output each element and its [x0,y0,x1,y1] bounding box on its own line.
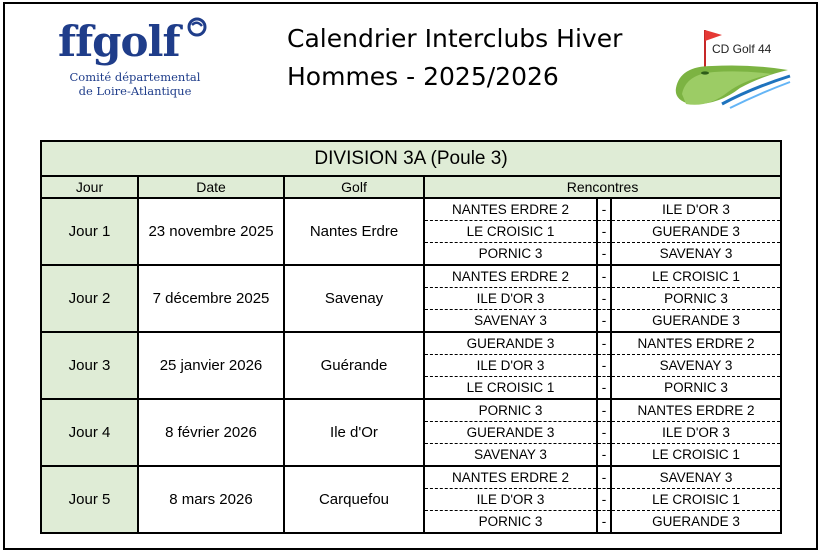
home-team: LE CROISIC 1 [424,221,597,243]
match-row [41,265,781,288]
match-separator: - [597,221,611,243]
home-team: PORNIC 3 [424,399,597,422]
match-separator: - [597,243,611,266]
away-team: LE CROISIC 1 [611,489,781,511]
match-separator: - [597,444,611,467]
away-team: SAVENAY 3 [611,466,781,489]
home-team: ILE D'OR 3 [424,355,597,377]
home-team: NANTES ERDRE 2 [424,265,597,288]
match-row [41,399,781,422]
away-team: ILE D'OR 3 [611,198,781,221]
away-team: ILE D'OR 3 [611,422,781,444]
golf-cell: Savenay [284,265,424,332]
away-team: PORNIC 3 [611,288,781,310]
jour-cell: Jour 4 [41,399,138,466]
home-team: ILE D'OR 3 [424,288,597,310]
date-cell: 7 décembre 2025 [138,265,284,332]
jour-cell: Jour 5 [41,466,138,533]
away-team: LE CROISIC 1 [611,444,781,467]
match-row [41,332,781,355]
date-cell: 23 novembre 2025 [138,198,284,265]
match-row [41,198,781,221]
date-cell: 8 mars 2026 [138,466,284,533]
match-separator: - [597,422,611,444]
match-separator: - [597,511,611,534]
cd-golf-44-label: CD Golf 44 [712,42,772,56]
match-separator: - [597,489,611,511]
page-title [287,20,647,96]
home-team: GUERANDE 3 [424,332,597,355]
home-team: GUERANDE 3 [424,422,597,444]
column-header-golf: Golf [284,176,424,198]
away-team: PORNIC 3 [611,377,781,400]
title-line2: Hommes - 2025/2026 [287,62,559,91]
away-team: GUERANDE 3 [611,221,781,243]
jour-cell: Jour 1 [41,198,138,265]
match-separator: - [597,355,611,377]
division-title: DIVISION 3A (Poule 3) [41,141,781,176]
column-header-jour: Jour [41,176,138,198]
golf-cell: Carquefou [284,466,424,533]
calendar-table [40,140,782,534]
home-team: SAVENAY 3 [424,310,597,333]
date-cell: 25 janvier 2026 [138,332,284,399]
jour-cell: Jour 3 [41,332,138,399]
home-team: NANTES ERDRE 2 [424,466,597,489]
ffgolf-subtitle-line2: de Loire-Atlantique [78,84,192,98]
match-separator: - [597,288,611,310]
match-separator: - [597,265,611,288]
home-team: NANTES ERDRE 2 [424,198,597,221]
date-cell: 8 février 2026 [138,399,284,466]
golf-flag-green-icon [672,26,792,110]
away-team: SAVENAY 3 [611,243,781,266]
ffgolf-swirl-icon [184,16,210,38]
ffgolf-logo [58,16,218,100]
ffgolf-subtitle-line1: Comité départemental [69,70,201,84]
table-header-row [41,176,781,198]
match-row [41,466,781,489]
golf-cell: Nantes Erdre [284,198,424,265]
match-separator: - [597,377,611,400]
home-team: PORNIC 3 [424,243,597,266]
rounds-body [41,198,781,533]
column-header-rencontres: Rencontres [424,176,781,198]
match-separator: - [597,332,611,355]
division-table [40,140,780,530]
match-separator: - [597,466,611,489]
home-team: ILE D'OR 3 [424,489,597,511]
away-team: GUERANDE 3 [611,310,781,333]
away-team: NANTES ERDRE 2 [611,332,781,355]
match-separator: - [597,198,611,221]
away-team: LE CROISIC 1 [611,265,781,288]
home-team: SAVENAY 3 [424,444,597,467]
cd-golf-44-logo [672,26,792,110]
away-team: GUERANDE 3 [611,511,781,534]
ffgolf-wordmark: ffgolf [58,17,180,66]
match-separator: - [597,399,611,422]
golf-cell: Ile d'Or [284,399,424,466]
home-team: PORNIC 3 [424,511,597,534]
home-team: LE CROISIC 1 [424,377,597,400]
match-separator: - [597,310,611,333]
golf-cell: Guérande [284,332,424,399]
column-header-date: Date [138,176,284,198]
away-team: SAVENAY 3 [611,355,781,377]
jour-cell: Jour 2 [41,265,138,332]
title-line1: Calendrier Interclubs Hiver [287,24,623,53]
away-team: NANTES ERDRE 2 [611,399,781,422]
